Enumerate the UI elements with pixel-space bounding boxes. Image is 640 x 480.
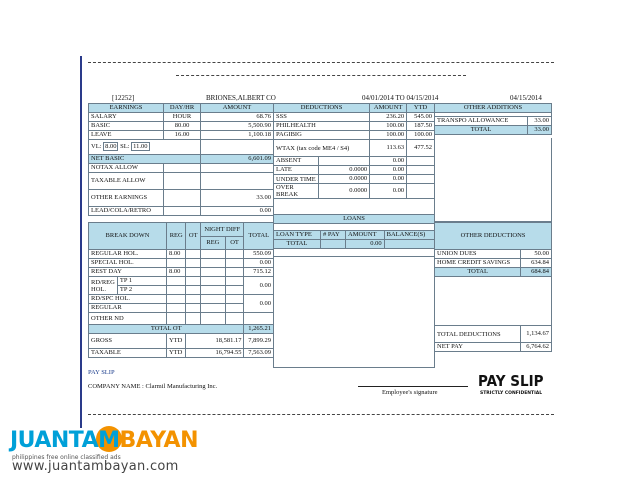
sl-value: 11.00 (133, 143, 148, 150)
table-row (89, 295, 274, 304)
earning-amount: 68.76 (201, 113, 274, 122)
deduction-ytd: 477.52 (407, 140, 435, 157)
gross-ytd-label: YTD (166, 334, 186, 349)
table-row (435, 126, 552, 135)
employee-id: [12252] (112, 94, 135, 102)
earning-label: SALARY (89, 113, 164, 122)
gross-value: 7,899.29 (244, 334, 274, 349)
additions-blank (434, 138, 552, 222)
reg-header: REG (166, 223, 186, 250)
earning-label: LEAVE (89, 131, 164, 140)
confidential-stamp: STRICTLY CONFIDENTIAL (480, 391, 543, 396)
table-row (89, 207, 274, 216)
breakdown-total: 550.09 (244, 250, 274, 259)
other-additions-table (434, 103, 552, 135)
table-row (89, 268, 274, 277)
deduction-label: PHILHEALTH (274, 122, 370, 131)
divider-bottom (88, 414, 554, 415)
table-row (89, 190, 274, 207)
table-row (89, 313, 274, 325)
total-ot-value: 1,265.21 (244, 325, 274, 334)
loans-header: LOANS (274, 215, 435, 224)
notax-label: NOTAX ALLOW (89, 164, 164, 173)
watermark-tagline: philippines free online classified ads (12, 454, 121, 461)
sl-label: SL: (120, 143, 130, 150)
amount-header: AMOUNT (201, 104, 274, 113)
employee-name: BRIONES,ALBERT CO (206, 94, 276, 102)
breakdown-label: SPECIAL HOL. (89, 259, 167, 268)
table-row (274, 113, 435, 122)
table-row (435, 343, 552, 352)
vl-label: VL: (91, 143, 102, 150)
rdspc-label: RD/SPC HOL. (89, 295, 167, 304)
table-row (89, 325, 274, 334)
breakdown-reg: 8.00 (166, 268, 186, 277)
other-deduction-label: HOME CREDIT SAVINGS (435, 259, 521, 268)
ot-header: OT (186, 223, 201, 250)
net-pay-value: 6,764.62 (521, 343, 552, 352)
table-row (274, 140, 435, 157)
divider-header (176, 75, 466, 76)
breakdown-reg: 8.00 (166, 250, 186, 259)
watermark-logo (10, 428, 198, 453)
deduction-label: WTAX (tax code ME4 / S4) (274, 140, 370, 157)
nd-ot-header: OT (225, 236, 244, 250)
other-earnings-value: 33.00 (201, 190, 274, 207)
deductions-table (273, 103, 435, 199)
breakdown-header: BREAK DOWN (89, 223, 167, 250)
pay-slip-label: PAY SLIP (88, 369, 115, 376)
breakdown-label: REGULAR HOL. (89, 250, 167, 259)
total-deductions-label: TOTAL DEDUCTIONS (435, 326, 521, 343)
pay-date: 04/15/2014 (510, 94, 542, 102)
regular-label: REGULAR (89, 304, 167, 313)
earning-dayhr: 16.00 (164, 131, 201, 140)
breakdown-total: 715.12 (244, 268, 274, 277)
taxable-ytd-value: 16,794.55 (186, 349, 244, 358)
addition-value: 33.00 (528, 117, 552, 126)
taxable-allow-label: TAXABLE ALLOW (89, 173, 164, 190)
total-deductions-value: 1,134.67 (521, 326, 552, 343)
lead-label: LEAD/COLA/RETRO (89, 207, 164, 216)
other-deductions-header: OTHER DEDUCTIONS (435, 223, 552, 250)
net-pay-label: NET PAY (435, 343, 521, 352)
tp2-label: TP 2 (117, 286, 166, 295)
earning-amount: 5,500.90 (201, 122, 274, 131)
total-header: TOTAL (244, 223, 274, 250)
other-deduction-label: UNION DUES (435, 250, 521, 259)
table-row (89, 250, 274, 259)
earning-dayhr: HOUR (164, 113, 201, 122)
earning-label: BASIC (89, 122, 164, 131)
deduction-amount: 0.00 (370, 184, 407, 199)
deduction-amount: 113.63 (370, 140, 407, 157)
table-row (274, 131, 435, 140)
net-basic-value: 6,601.09 (201, 155, 274, 164)
addition-total-label: TOTAL (435, 126, 528, 135)
loan-type-header: LOAN TYPE (274, 231, 321, 240)
deduction-ytd: 100.00 (407, 131, 435, 140)
other-deduction-value: 634.84 (521, 259, 552, 268)
logo-part-a: JUANTAM (10, 428, 120, 453)
signature-line (358, 386, 468, 387)
employee-signature-label: Employee's signature (382, 389, 438, 396)
table-row (89, 349, 274, 358)
deduction-label: SSS (274, 113, 370, 122)
table-row (435, 250, 552, 259)
deduction-amount: 0.00 (370, 157, 407, 166)
addition-label: TRANSPO ALLOWANCE (435, 117, 528, 126)
other-nd-label: OTHER ND (89, 313, 167, 325)
deductions-header: DEDUCTIONS (274, 104, 370, 113)
table-row (274, 122, 435, 131)
net-basic-label: NET BASIC (89, 155, 201, 164)
table-row (89, 334, 274, 349)
loan-amount-header: AMOUNT (346, 231, 385, 240)
logo-part-b: BAYAN (119, 428, 198, 453)
other-deduction-value: 50.00 (521, 250, 552, 259)
rdspc-total: 0.00 (244, 295, 274, 313)
ytd-header: YTD (407, 104, 435, 113)
table-row (89, 140, 274, 155)
deduction-label: UNDER TIME (274, 175, 319, 184)
earning-dayhr: 80.00 (164, 122, 201, 131)
loan-balance-header: BALANCE(S) (384, 231, 434, 240)
rdreg-label: RD/REG HOL. (89, 277, 118, 295)
gross-ytd-value: 18,581.17 (186, 334, 244, 349)
lead-value: 0.00 (201, 207, 274, 216)
taxable-value: 7,563.09 (244, 349, 274, 358)
table-row (435, 326, 552, 343)
table-row (89, 259, 274, 268)
table-row (435, 117, 552, 126)
night-diff-header: NIGHT DIFF (201, 223, 244, 237)
addition-total-value: 33.00 (528, 126, 552, 135)
other-deduction-total-label: TOTAL (435, 268, 521, 277)
deduction-ytd: 545.00 (407, 113, 435, 122)
table-row (89, 164, 274, 173)
breakdown-reg (166, 259, 186, 268)
breakdown-total: 0.00 (244, 259, 274, 268)
breakdown-label: REST DAY (89, 268, 167, 277)
table-row (274, 184, 435, 199)
deduction-label: PAGIBIG (274, 131, 370, 140)
table-row (89, 155, 274, 164)
vl-value: 8.00 (105, 143, 117, 150)
pay-slip-stamp: PAY SLIP (478, 372, 544, 390)
table-row (274, 166, 435, 175)
deduction-ytd: 187.50 (407, 122, 435, 131)
deduction-hours: 0.0000 (319, 166, 370, 175)
table-row (274, 157, 435, 166)
company-name: COMPANY NAME : Clarmil Manufacturing Inc. (88, 383, 218, 390)
other-additions-header: OTHER ADDITIONS (435, 104, 552, 113)
table-row (274, 175, 435, 184)
tp1-label: TP 1 (117, 277, 166, 286)
taxable-label: TAXABLE (89, 349, 167, 358)
table-row (89, 113, 274, 122)
deduction-amount: 0.00 (370, 166, 407, 175)
total-ot-label: TOTAL OT (89, 325, 244, 334)
deduction-hours: 0.0000 (319, 184, 370, 199)
deduction-amount: 236.20 (370, 113, 407, 122)
deduction-label: OVER BREAK (274, 184, 319, 199)
table-row (89, 122, 274, 131)
dayhr-header: DAY/HR (164, 104, 201, 113)
nd-reg-header: REG (201, 236, 226, 250)
pay-period: 04/01/2014 TO 04/15/2014 (362, 94, 439, 102)
sheet-edge (80, 56, 82, 428)
table-row (274, 240, 435, 249)
breakdown-table (88, 222, 274, 358)
deduction-label: LATE (274, 166, 319, 175)
earning-amount: 1,100.18 (201, 131, 274, 140)
ded-amount-header: AMOUNT (370, 104, 407, 113)
other-deduction-total-value: 684.84 (521, 268, 552, 277)
deduction-amount: 0.00 (370, 175, 407, 184)
loans-blank (273, 256, 435, 368)
loan-pay-header: # PAY (321, 231, 346, 240)
loan-total-value: 0.00 (346, 240, 385, 249)
table-row (435, 268, 552, 277)
loans-table (273, 214, 435, 249)
deduction-amount: 100.00 (370, 122, 407, 131)
loan-total-label: TOTAL (274, 240, 321, 249)
table-row (435, 259, 552, 268)
table-row (89, 173, 274, 190)
table-row (89, 277, 274, 286)
table-row (274, 231, 435, 240)
taxable-ytd-label: YTD (166, 349, 186, 358)
earnings-header: EARNINGS (89, 104, 164, 113)
rdreg-total: 0.00 (244, 277, 274, 295)
gross-label: GROSS (89, 334, 167, 349)
earnings-table (88, 103, 274, 216)
deduction-amount: 100.00 (370, 131, 407, 140)
divider-top (88, 62, 554, 63)
deduction-hours: 0.0000 (319, 175, 370, 184)
deduction-hours (319, 157, 370, 166)
table-row (89, 131, 274, 140)
other-deductions-table (434, 222, 552, 352)
deduction-label: ABSENT (274, 157, 319, 166)
other-earnings-label: OTHER EARNINGS (89, 190, 164, 207)
watermark-url: www.juantambayan.com (12, 459, 179, 474)
